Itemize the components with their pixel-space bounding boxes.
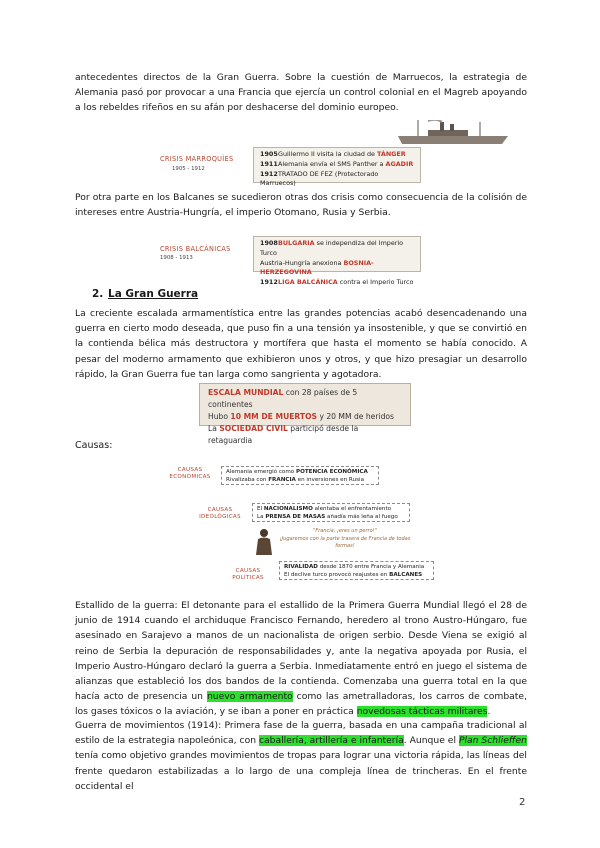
crisis-marroquies-box — [253, 147, 421, 188]
page-number: 2 — [519, 797, 526, 808]
crisis-marroquies-years: 1905 - 1912 — [172, 166, 205, 172]
causas-economicas-label: CAUSAS ECONÓMICAS — [169, 467, 211, 480]
crisis-row: 1912LIGA BALCÁNICA contra el Imperio Turco — [260, 278, 414, 287]
caption-quote-2: ¡Jugaremos con la parte trasera de Francia de todas formas! — [279, 536, 411, 549]
causas-economicas-box: Alemania emergió como POTENCIA ECONÓMICA Rivalizaba con FRANCIA en inversiones en Rusia — [221, 466, 379, 485]
highlight-caballeria: caballería, artillería e infantería — [258, 735, 404, 747]
movimientos-paragraph: Guerra de movimientos (1914): Primera fase de la guerra, basada en una campaña tradicional al estilo de la estrategia napoleónica, con caballería, artillería e infantería. Aunque el Plan Schlieffen tenía como objetivo grandes movimientos de tropas para lograr una victoria rápida, las líneas del frente quedaron estabilizadas a lo largo de una compleja línea de trincheras. En el frente occidental el — [75, 720, 528, 792]
caption-quote-1: "Francia, ¡eres un perro!" — [313, 528, 377, 534]
crisis-row: 1912TRATADO DE FEZ (Protectorado Marruecos) — [260, 169, 379, 188]
highlight-nuevo-armamento: nuevo armamento — [206, 691, 293, 703]
estallido-paragraph: Estallido de la guerra: El detonante para el estallido de la Primera Guerra Mundial llegó el 28 de junio de 1914 cuando el archiduque Francisco Fernando, heredero al trono Austro-Húngaro, fue asesinado en Sarajevo a manos de un nacionalista de origen serbio. Desde Viena se exigió al reino de Serbia la depuración de responsabilidades y, ante la negativa apoyada por Rusia, el Imperio Austro-Húngaro declaró la guerra a Serbia. Inmediatamente entró en juego el sistema de alianzas que estableció los dos bandos de la contienda. Comenzaba una guerra total en la que hacía acto de presencia un nuevo armamento como las ametralladoras, los carros de combate, los gases tóxicos o la aviación, y se iban a poner en práctica novedosas tácticas militares. — [75, 600, 527, 718]
highlight-tacticas: novedosas tácticas militares — [356, 706, 488, 718]
highlight-plan-schlieffen: Plan Schlieffen — [458, 735, 527, 747]
crisis-row: 1905Guillermo II visita la ciudad de TÁNGER — [260, 150, 406, 158]
crisis-row: 1908BULGARIA se independiza del Imperio Turco — [260, 239, 404, 257]
summary-box — [199, 383, 411, 445]
crisis-row: 1911Alemania envía el SMS Panther a AGADIR — [260, 159, 414, 168]
causas-politicas-label: CAUSAS POLÍTICAS — [232, 568, 264, 581]
causas-ideologicas-box: El NACIONALISMO alentaba el enfrentamiento La PRENSA DE MASAS añadía más leña al fuego — [252, 503, 410, 522]
crisis-marroquies-title: CRISIS MARROQUÍES — [160, 155, 234, 163]
movimientos-lead: Guerra de movimientos (1914): — [75, 720, 222, 731]
crisis-balcanicas-years: 1908 - 1913 — [160, 255, 193, 261]
summary-line-3: La SOCIEDAD CIVIL participó desde la retaguardia — [208, 424, 359, 445]
causas-ideologicas-label: CAUSAS IDEOLÓGICAS — [199, 507, 241, 520]
causas-label: Causas: — [75, 440, 113, 451]
gran-guerra-paragraph: La creciente escalada armamentística entre las grandes potencias acabó desencadenando una guerra en cierto modo deseada, que puso fin a una tensión ya insostenible, y que se convirtió en la contienda bélica más destructora y mortífera que hasta el momento se había conocido. A pesar del moderno armamento que exhibieron unos y otros, y que hizo presagiar un desarrollo rápido, la Gran Guerra fue tan larga como sangrienta y agotadora. — [75, 308, 527, 380]
section-heading: 2. La Gran Guerra — [92, 288, 199, 300]
summary-line-2: Hubo 10 MM DE MUERTOS y 20 MM de heridos — [208, 412, 394, 421]
estallido-lead: Estallido de la guerra: — [75, 600, 178, 611]
balkans-paragraph: Por otra parte en los Balcanes se sucedieron otras dos crisis como consecuencia de la colisión de intereses entre Austria-Hungría, el imperio Otomano, Rusia y Serbia. — [75, 192, 527, 219]
intro-paragraph — [75, 70, 527, 116]
summary-line-1: ESCALA MUNDIAL con 28 países de 5 continentes — [208, 388, 358, 409]
intro-text: antecedentes directos de la Gran Guerra. Sobre la cuestión de Marruecos, la estrategia de Alemania pasó por provocar a una Francia que ejercía un control colonial en el Magreb apoyando a los rebeldes rifeños en su afán por deshacerse del dominio europeo. — [75, 72, 527, 114]
crisis-balcanicas-title: CRISIS BALCÁNICAS — [160, 245, 231, 253]
warship-illustration — [398, 120, 508, 148]
crisis-row: Austria-Hungría anexiona BOSNIA-HERZEGOVINA — [260, 258, 374, 277]
causas-politicas-box: RIVALIDAD desde 1870 entre Francia y Alemania El declive turco provocó reajustes en BALCANES — [279, 561, 434, 580]
crisis-balcanicas-box — [253, 236, 421, 287]
